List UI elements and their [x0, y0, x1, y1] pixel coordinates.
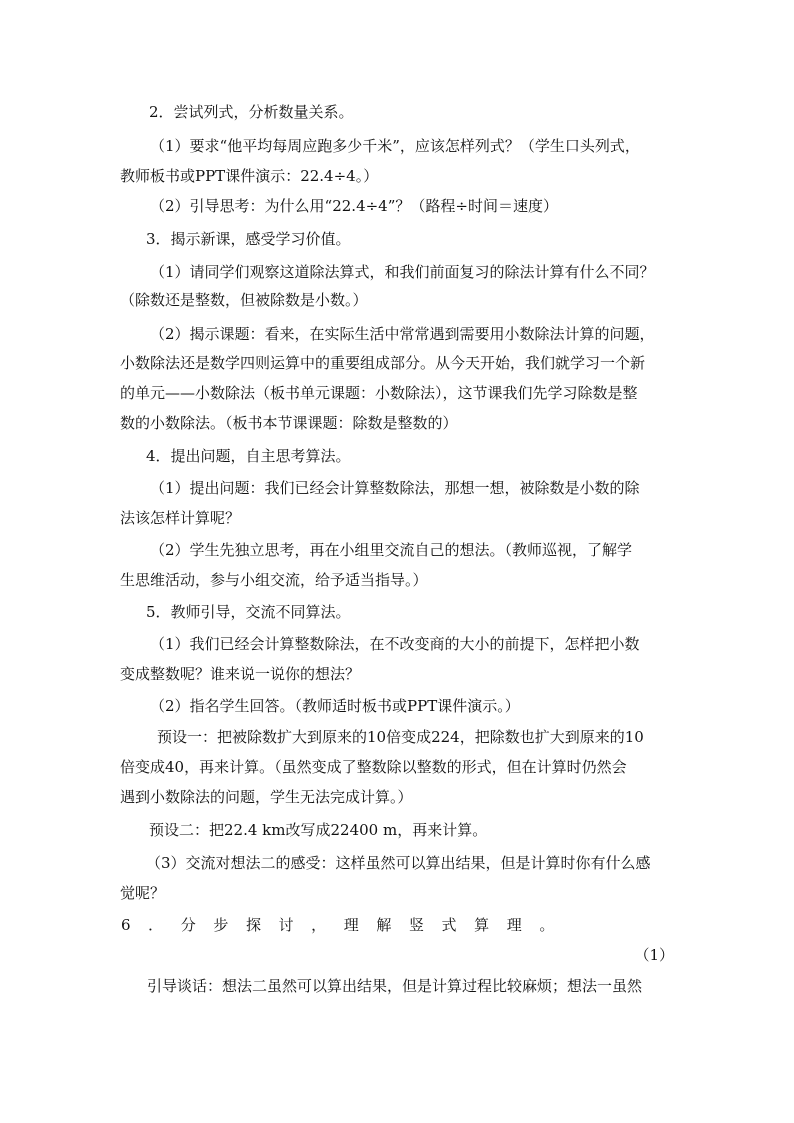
line-09: 小数除法还是数学四则运算中的重要组成部分。从今天开始，我们就学习一个新 [120, 354, 646, 372]
line-21: 预设一：把被除数扩大到原来的10倍变成224，把除数也扩大到原来的10 [157, 728, 644, 746]
line-15: （2）学生先独立思考，再在小组里交流自己的想法。（教师巡视，了解学 [150, 541, 633, 559]
line-19: 变成整数呢？谁来说一说你的想法？ [120, 665, 361, 683]
line-12: 4．提出问题，自主思考算法。 [146, 447, 351, 465]
line-14: 法该怎样计算呢？ [120, 509, 241, 527]
line-13: （1）提出问题：我们已经会计算整数除法，那想一想，被除数是小数的除 [150, 479, 640, 497]
line-07: （除数还是整数，但被除数是小数。） [120, 291, 368, 309]
line-05: 3．揭示新课，感受学习价值。 [146, 230, 351, 248]
line-08: （2）揭示课题：看来，在实际生活中常常遇到需要用小数除法计算的问题， [150, 325, 655, 343]
line-17: 5．教师引导，交流不同算法。 [146, 603, 351, 621]
line-28: （1） [634, 946, 674, 964]
line-10: 的单元——小数除法（板书单元课题：小数除法），这节课我们先学习除数是整 [120, 384, 638, 402]
line-04: （2）引导思考：为什么用“22.4÷4”？（路程÷时间＝速度） [150, 197, 558, 215]
line-26: 觉呢？ [120, 884, 166, 902]
line-11: 数的小数除法。（板书本节课课题：除数是整数的） [120, 414, 458, 432]
line-06: （1）请同学们观察这道除法算式，和我们前面复习的除法计算有什么不同？ [150, 263, 655, 281]
line-27-text: 6．分步探讨，理解竖式算理。 [121, 916, 572, 934]
line-29: 引导谈话：想法二虽然可以算出结果，但是计算过程比较麻烦；想法一虽然 [147, 977, 643, 995]
line-22: 倍变成40，再来计算。（虽然变成了整数除以整数的形式，但在计算时仍然会 [120, 758, 627, 776]
line-24: 预设二：把22.4 km改写成22400 m，再来计算。 [149, 821, 488, 839]
line-18: （1）我们已经会计算整数除法，在不改变商的大小的前提下，怎样把小数 [150, 635, 640, 653]
line-16: 生思维活动，参与小组交流，给予适当指导。） [120, 571, 428, 589]
line-02: （1）要求“他平均每周应跑多少千米”，应该怎样列式？（学生口头列式， [150, 137, 640, 155]
line-20: （2）指名学生回答。（教师适时板书或PPT课件演示。） [150, 697, 520, 715]
line-01: 2．尝试列式，分析数量关系。 [149, 103, 354, 121]
line-03: 教师板书或PPT课件演示：22.4÷4。） [120, 167, 379, 185]
line-25: （3）交流对想法二的感受：这样虽然可以算出结果，但是计算时你有什么感 [146, 854, 651, 872]
line-23: 遇到小数除法的问题，学生无法完成计算。） [120, 788, 413, 806]
line-27-justified [121, 915, 674, 935]
